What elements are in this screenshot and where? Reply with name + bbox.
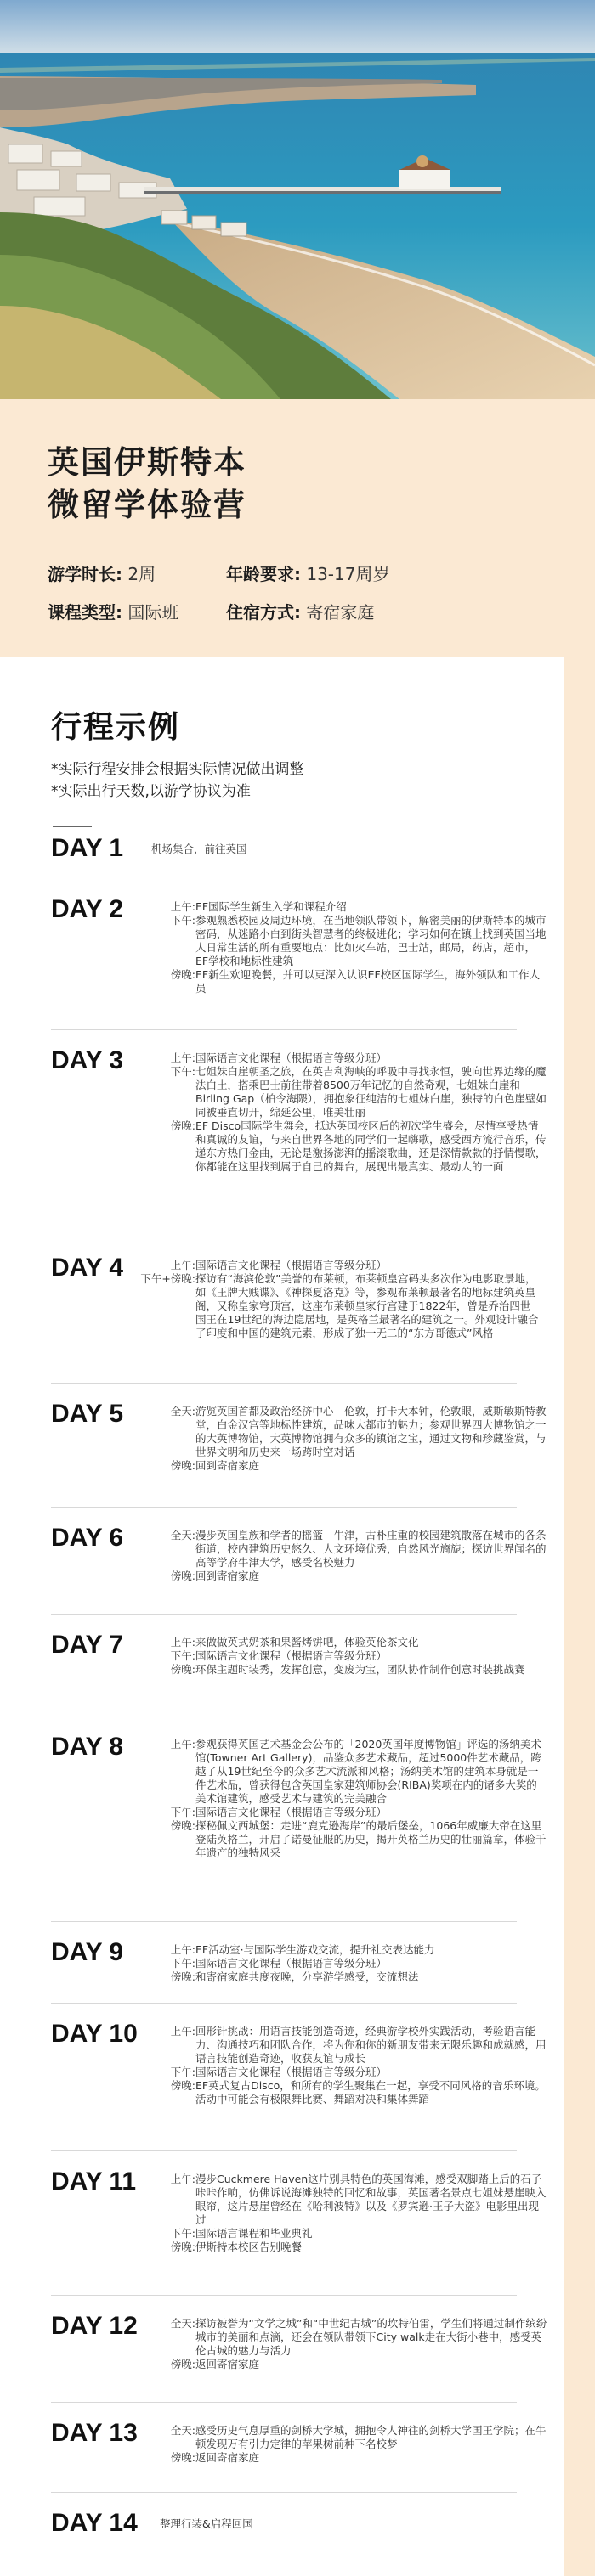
row-text: 探访被誉为“文学之城”和“中世纪古城”的坎特伯雷，学生们将通过制作缤纷城市的美丽和点滴，还会在领队带领下City walk走在大街小巷中，感受英伦古城的魅力与活力: [196, 2317, 547, 2357]
itinerary-note: *实际行程安排会根据实际情况做出调整: [51, 761, 304, 778]
coastline-photo-icon: [0, 0, 595, 399]
info-age: [226, 561, 447, 585]
day-label: DAY 13: [51, 2419, 138, 2447]
day-label: DAY 5: [51, 1400, 124, 1428]
row-text: 国际语言课程和毕业典礼: [196, 2227, 313, 2240]
info-key: 课程类型:: [48, 602, 122, 623]
day-label: DAY 7: [51, 1631, 124, 1659]
row-text: 探访有“海滨伦敦”美誉的布莱顿，布莱顿皇宫码头多次作为电影取景地，如《王牌大贱谍》、《神探夏洛克》等，参观布莱顿最著名的地标建筑英皇阁，又称皇家穹顶宫，这座布莱顿皇家行宫建于1822年，曾是乔治四世国王在19世纪的海边隐居地，是英格兰最著名的建筑之一。外观设计融合了印度和中国的建筑元素，形成了独一无二的“东方哥德式”风格: [196, 1272, 539, 1339]
intro-section: [0, 399, 595, 623]
row-text: 探秘佩文西城堡：走进“鹿克逊海岸”的最后堡垒，1066年威廉大帝在这里登陆英格兰，开启了诺曼征服的历史，揭开英格兰历史的壮丽篇章，体验千年遗产的独特风采: [196, 1819, 547, 1859]
info-value: 2周: [122, 564, 156, 584]
row-period: 傍晚:: [170, 2079, 196, 2092]
divider: [53, 826, 92, 827]
row-text: 回到寄宿家庭: [196, 1459, 260, 1472]
row-text: 国际语言文化课程（根据语言等级分班）: [196, 1806, 388, 1818]
info-value: 寄宿家庭: [301, 602, 375, 623]
row-period: 下午:: [170, 1957, 196, 1970]
divider: [51, 2150, 517, 2151]
divider: [51, 1921, 517, 1922]
row-period: 上午:: [170, 1943, 196, 1956]
row-text: 来做做英式奶茶和果酱烤饼吧，体验英伦茶文化: [196, 1636, 419, 1649]
info-value: 13-17周岁: [301, 564, 390, 584]
row-period: 上午:: [170, 900, 196, 913]
day-row: [148, 1957, 547, 1970]
day-label: DAY 12: [51, 2312, 138, 2340]
day-row: [148, 1663, 547, 1677]
row-period: 下午:: [170, 914, 196, 927]
row-period: 上午:: [170, 1051, 196, 1064]
row-period: 傍晚:: [170, 2358, 196, 2370]
day-label: DAY 11: [51, 2167, 137, 2196]
divider: [51, 2492, 517, 2493]
divider: [51, 2402, 517, 2403]
day-row: [151, 843, 551, 856]
row-period: 下午:: [170, 2227, 196, 2240]
row-period: 傍晚:: [170, 968, 196, 981]
row-text: 参观熟悉校园及周边环境，在当地领队带领下，解密美丽的伊斯特本的城市密码，从迷路小白到街头智慧者的终极进化；学习如何在镇上找到英国当地人日常生活的所有重要地点：比如火车站，巴士站，邮局，药店，超市，EF学校和地标性建筑: [196, 914, 547, 967]
divider: [51, 2003, 517, 2004]
itinerary-title: 行程示例: [51, 710, 181, 745]
row-text: 返回寄宿家庭: [196, 2358, 260, 2370]
row-text: 和寄宿家庭共度夜晚，分享游学感受，交流想法: [196, 1970, 419, 1983]
day-row: [148, 2358, 547, 2371]
day-row: [148, 1970, 547, 1984]
row-text: 七姐妹白崖朝圣之旅，在英吉利海峡的呼吸中寻找永恒，驶向世界边缘的魔法白土，搭乘巴士前往带着8500万年记忆的自然奇观，七姐妹白崖和Birling Gap（柏令海隈），拥抱象征纯洁的七姐妹白崖，独特的白色崖壁如同被垂直切开，绵延公里，唯美壮丽: [196, 1065, 547, 1119]
day-row: [148, 2317, 547, 2358]
day-label: DAY 14: [51, 2509, 138, 2537]
row-period: 傍晚:: [170, 1459, 196, 1472]
day-row: [148, 968, 547, 995]
day-row: [148, 1405, 547, 1459]
row-text: 漫步Cuckmere Haven这片别具特色的英国海滩，感受双脚踏上后的石子咔咔作响，仿佛诉说海滩独特的回忆和故事，英国著名景点七姐妹悬崖映入眼帘，这片悬崖曾经在《哈利波特》以及《罗宾逊·王子大盗》电影里出现过: [196, 2173, 547, 2226]
divider: [51, 1383, 517, 1384]
info-value: 国际班: [122, 602, 179, 623]
row-period: 傍晚:: [170, 1663, 196, 1676]
row-period: 下午:: [170, 1065, 196, 1078]
divider: [51, 2295, 517, 2296]
row-text: 参观获得英国艺术基金会公布的「2020英国年度博物馆」评选的汤纳美术馆(Towner Art Gallery)，品鉴众多艺术藏品，超过5000件艺术藏品，跨越了从19世纪至今的众多艺术流派和风格；汤纳美术馆的建筑本身就是一件艺术品，曾获得包含英国皇家建筑师协会(RIBA)奖项在内的诸多大奖的美术馆建筑，感受艺术与建筑的完美融合: [196, 1738, 541, 1805]
row-text: 环保主题时装秀，发挥创意，变废为宝，团队协作制作创意时装挑战赛: [196, 1663, 525, 1676]
day-row: [148, 2424, 547, 2451]
day-row: [139, 1259, 539, 1272]
camp-title-line2: 微留学体验营: [48, 487, 246, 523]
row-period: 傍晚:: [170, 1119, 196, 1132]
day-row: [160, 2517, 559, 2531]
camp-title-line1: 英国伊斯特本: [48, 444, 246, 481]
row-period: 下午:: [170, 1649, 196, 1662]
info-duration: [48, 561, 226, 585]
row-text: 整理行装&启程回国: [160, 2517, 253, 2530]
day-row: [148, 1119, 547, 1174]
row-text: 回形针挑战：用语言技能创造奇迹，经典游学校外实践活动，考验语言能力、沟通技巧和团队合作，将为你和你的新朋友带来无限乐趣和成就感，用语言技能创造奇迹，收获友谊与成长: [196, 2025, 547, 2065]
row-text: 回到寄宿家庭: [196, 1570, 260, 1582]
row-text: 感受历史气息厚重的剑桥大学城，拥抱令人神往的剑桥大学国王学院；在牛顿发现万有引力定律的苹果树前种下名校梦: [196, 2424, 547, 2450]
row-period: 上午:: [170, 1259, 196, 1271]
row-text: 国际语言文化课程（根据语言等级分班）: [196, 1259, 388, 1271]
row-text: EF英式复古Disco，和所有的学生聚集在一起，享受不同风格的音乐环境。活动中可能会有极限舞比赛、舞蹈对决和集体舞蹈: [196, 2079, 546, 2105]
day-row: [148, 2451, 547, 2465]
day-label: DAY 9: [51, 1938, 124, 1966]
info-key: 游学时长:: [48, 564, 122, 584]
info-accommodation: [226, 599, 447, 623]
day-row: [148, 1943, 547, 1957]
day-row: [148, 2079, 547, 2106]
info-key: 年龄要求:: [226, 564, 301, 584]
day-label: DAY 10: [51, 2020, 138, 2048]
day-row: [148, 2173, 547, 2227]
row-text: 国际语言文化课程（根据语言等级分班）: [196, 2066, 388, 2078]
day-row: [148, 1649, 547, 1663]
day-label: DAY 4: [51, 1254, 124, 1282]
row-period: 下午+傍晚:: [140, 1272, 196, 1285]
day-row: [148, 1529, 547, 1570]
row-period: 上午:: [170, 1636, 196, 1649]
info-key: 住宿方式:: [226, 602, 301, 623]
day-row: [148, 914, 547, 968]
day-row: [148, 1806, 547, 1819]
info-grid: [48, 561, 595, 623]
divider: [51, 1614, 517, 1615]
row-period: 傍晚:: [170, 1570, 196, 1582]
day-row: [148, 2241, 547, 2254]
hero-photo: [0, 0, 595, 399]
row-text: 返回寄宿家庭: [196, 2451, 260, 2464]
row-period: 下午:: [170, 1806, 196, 1818]
day-label: DAY 8: [51, 1733, 124, 1761]
row-text: 机场集合，前往英国: [151, 843, 247, 855]
row-text: 国际语言文化课程（根据语言等级分班）: [196, 1957, 388, 1970]
row-period: 全天:: [170, 1405, 196, 1418]
divider: [51, 1507, 517, 1508]
row-period: 下午:: [170, 2066, 196, 2078]
row-text: 伊斯特本校区告别晚餐: [196, 2241, 303, 2253]
day-label: DAY 6: [51, 1524, 124, 1552]
row-text: EF Disco国际学生舞会，抵达英国校区后的初次学生盛会，尽情享受热情和真诚的友谊，与来自世界各地的同学们一起嗨歌，感受西方流行音乐，传递东方热门金曲，无论是激扬澎湃的摇滚歌曲，还是深情款款的抒情慢歌，你都能在这里找到属于自己的舞台，展现出最真实、最动人的一面: [196, 1119, 547, 1173]
day-row: [148, 1819, 547, 1860]
day-row: [148, 2227, 547, 2241]
row-text: 漫步英国皇族和学者的摇篮 - 牛津，古朴庄重的校园建筑散落在城市的各条街道，校内建筑历史悠久、人文环境优秀，自然风光旖旎；探访世界闻名的高等学府牛津大学，感受名校魅力: [196, 1529, 547, 1569]
row-period: 傍晚:: [170, 2241, 196, 2253]
day-row: [148, 2066, 547, 2079]
day-row: [148, 900, 547, 914]
row-text: 国际语言文化课程（根据语言等级分班）: [196, 1051, 388, 1064]
row-period: 上午:: [170, 2025, 196, 2038]
row-text: EF新生欢迎晚餐，并可以更深入认识EF校区国际学生，海外领队和工作人员: [196, 968, 541, 995]
row-period: 全天:: [170, 2424, 196, 2437]
row-period: 全天:: [170, 1529, 196, 1542]
day-row: [148, 1738, 547, 1806]
row-text: 国际语言文化课程（根据语言等级分班）: [196, 1649, 388, 1662]
day-row: [148, 1636, 547, 1649]
day-label: DAY 3: [51, 1046, 124, 1074]
info-course-type: [48, 599, 226, 623]
row-period: 上午:: [170, 1738, 196, 1750]
day-row: [139, 1272, 539, 1340]
divider: [51, 1029, 517, 1030]
day-row: [148, 1051, 547, 1065]
day-row: [148, 1459, 547, 1473]
day-row: [148, 1065, 547, 1119]
day-label: DAY 2: [51, 895, 124, 923]
row-period: 上午:: [170, 2173, 196, 2185]
row-text: EF国际学生新生入学和课程介绍: [196, 900, 347, 913]
row-text: EF活动室·与国际学生游戏交流，提升社交表达能力: [196, 1943, 435, 1956]
row-period: 傍晚:: [170, 1819, 196, 1832]
row-period: 傍晚:: [170, 2451, 196, 2464]
day-row: [148, 2025, 547, 2066]
day-row: [148, 1570, 547, 1583]
row-period: 傍晚:: [170, 1970, 196, 1983]
itinerary-note: *实际出行天数,以游学协议为准: [51, 783, 251, 800]
day-label: DAY 1: [51, 834, 124, 862]
row-period: 全天:: [170, 2317, 196, 2330]
itinerary-card: [0, 657, 564, 2576]
row-text: 游览英国首都及政治经济中心 - 伦敦，打卡大本钟，伦敦眼，威斯敏斯特教堂，白金汉宫等地标性建筑，品味大都市的魅力；参观世界四大博物馆之一的大英博物馆，大英博物馆拥有众多的镇馆之宝，通过文物和珍藏鉴赏，与世界文明和历史来一场跨时空对话: [196, 1405, 547, 1458]
